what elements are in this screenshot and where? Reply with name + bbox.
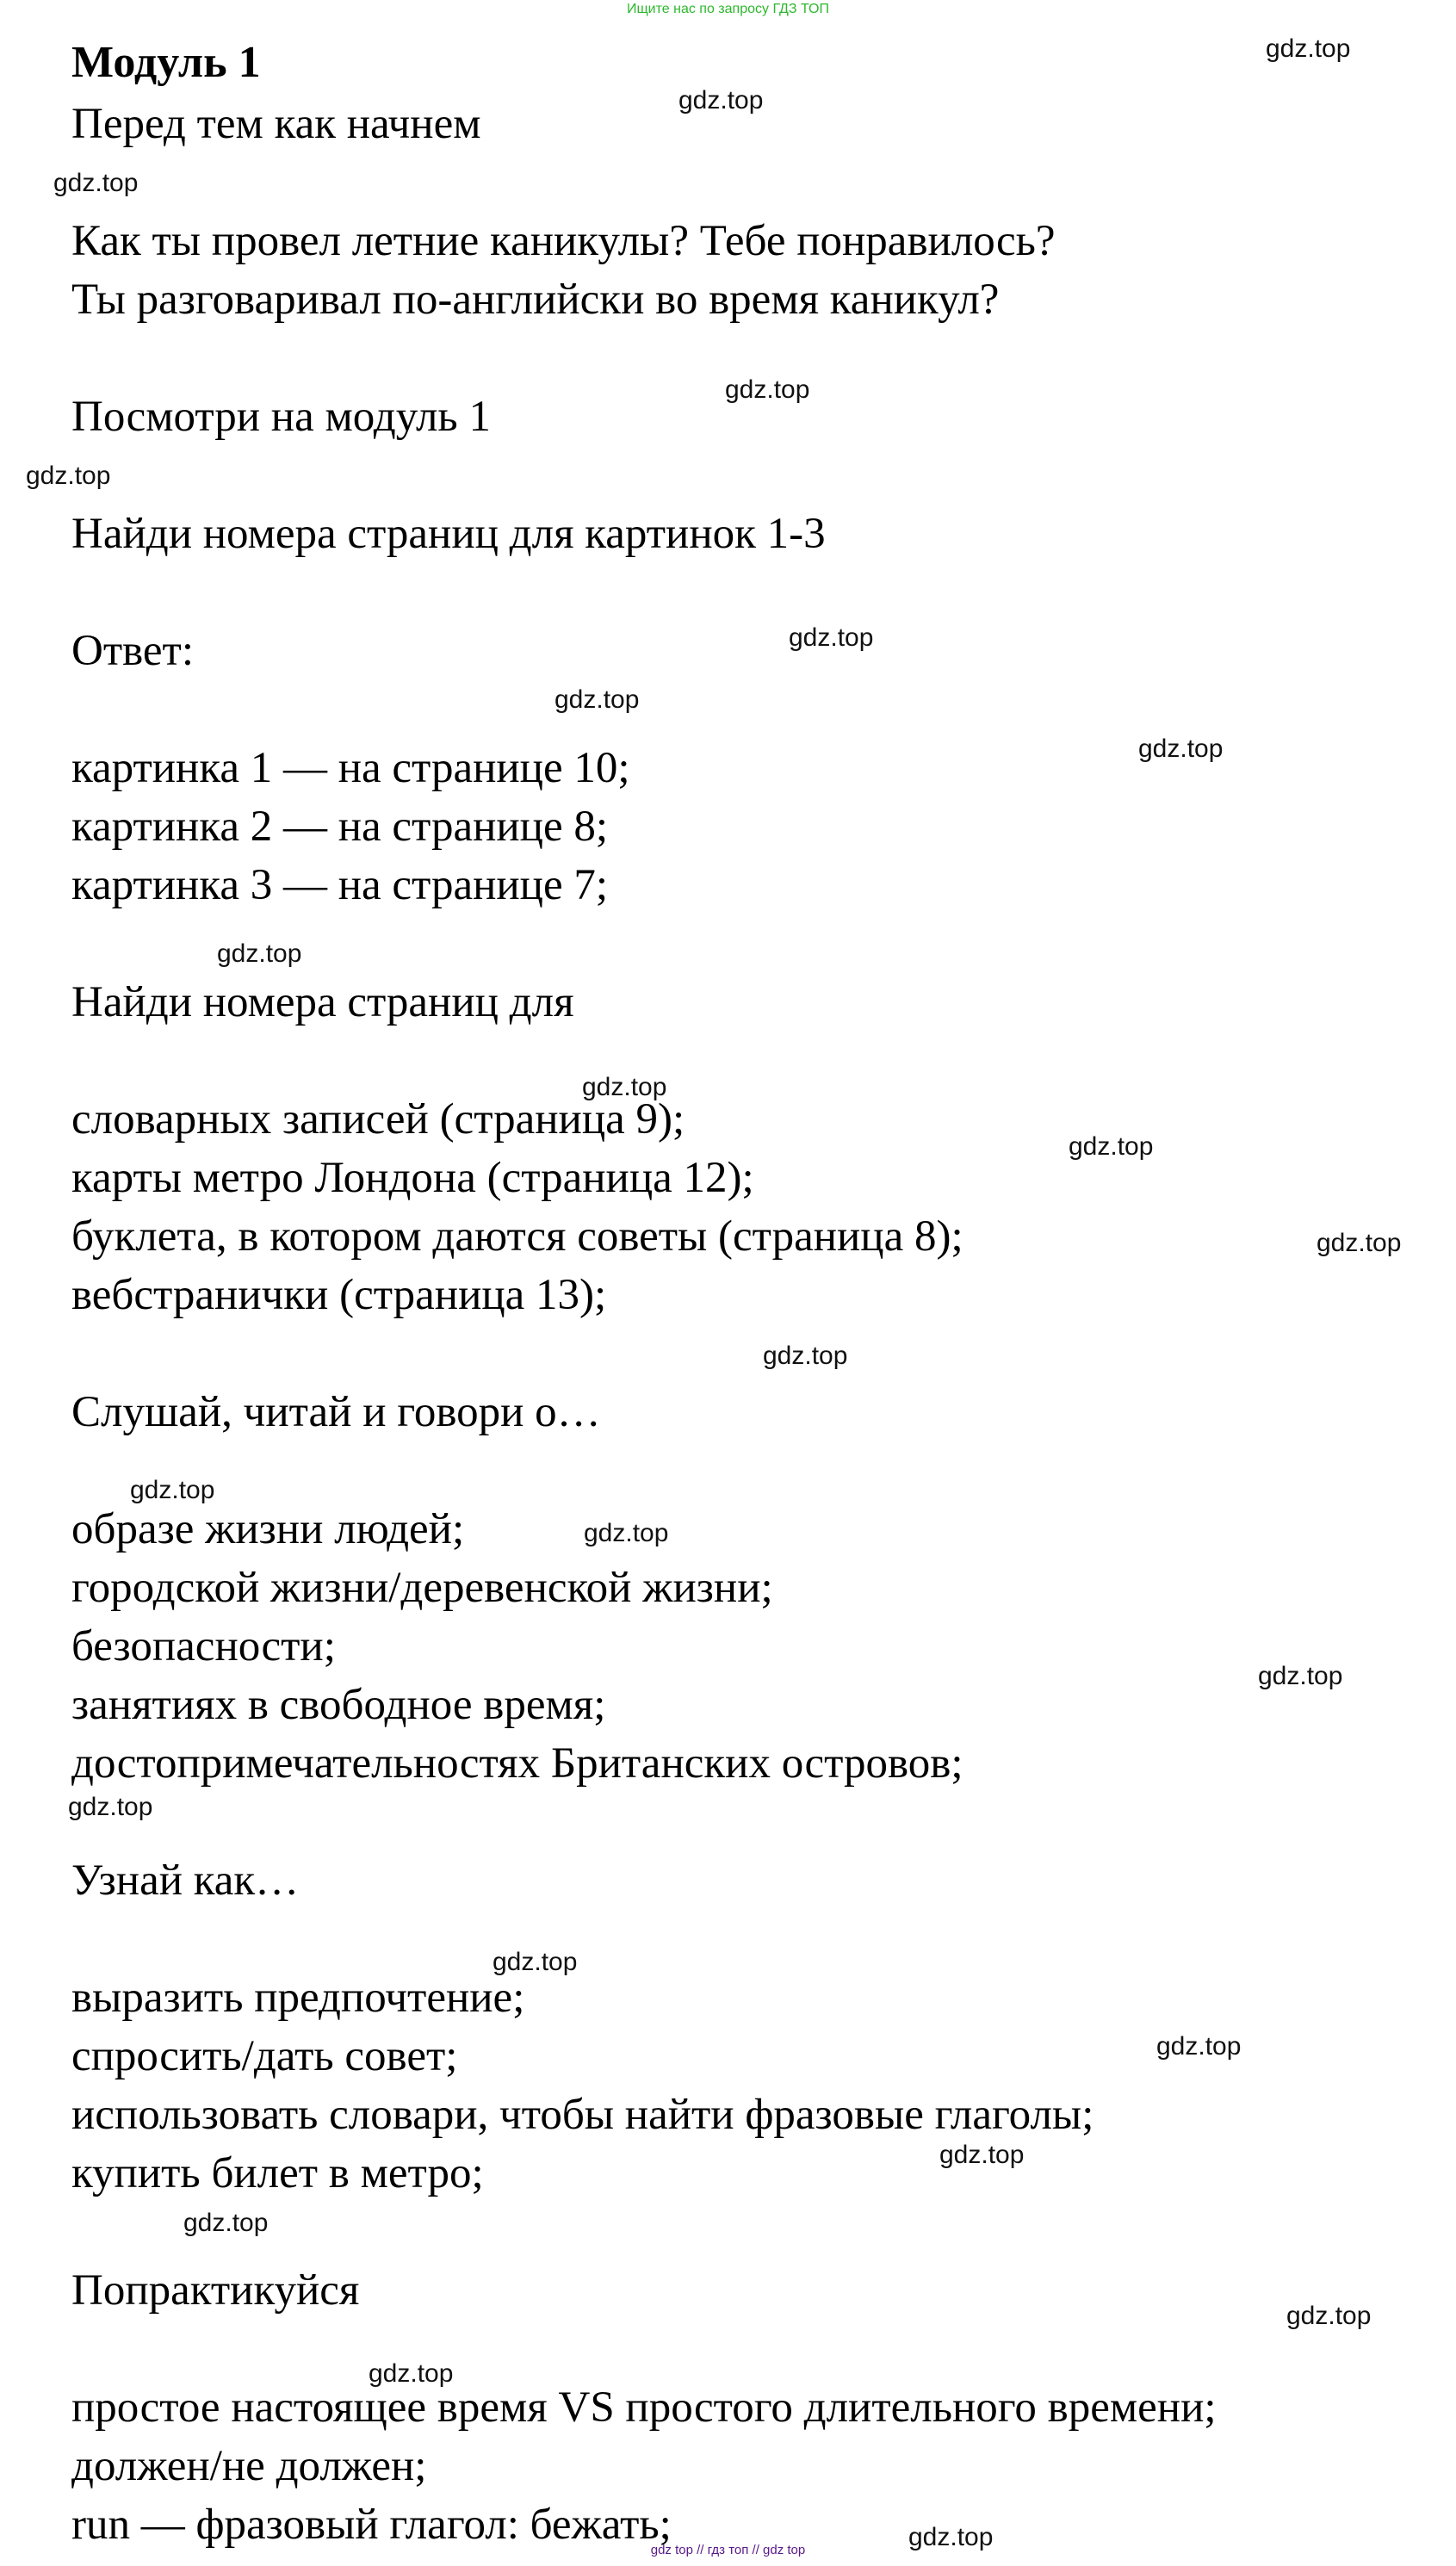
pages-list-line: буклета, в котором даются советы (страница 8);	[71, 1212, 963, 1261]
pages-list-line: карты метро Лондона (страница 12);	[71, 1154, 754, 1202]
watermark-text: gdz.top	[678, 86, 764, 115]
find-pages-line: Найди номера страниц для картинок 1-3	[71, 510, 826, 558]
topic-line: достопримечательностях Британских островов;	[71, 1739, 963, 1788]
document-body	[71, 31, 1415, 2554]
section-answer	[71, 622, 1415, 680]
topic-line: безопасности;	[71, 1622, 336, 1670]
watermark-text: gdz.top	[763, 1342, 848, 1370]
spacer	[71, 153, 1415, 212]
topic-line: образе жизни людей;	[71, 1505, 465, 1553]
spacer	[71, 1441, 1415, 1500]
find-pages-line: Найди номера страниц для	[71, 978, 574, 1026]
pages-list-line: вебстранички (страница 13);	[71, 1271, 607, 1319]
watermark-text: gdz.top	[1317, 1229, 1402, 1257]
section-learn	[71, 1851, 1415, 1910]
watermark-text: gdz.top	[26, 462, 111, 490]
top-banner[interactable]: Ищите нас по запросу ГДЗ ТОП	[627, 2, 829, 16]
spacer	[71, 563, 1415, 622]
pages-list-line: словарных записей (страница 9);	[71, 1095, 685, 1144]
question-line: Как ты провел летние каникулы? Тебе понравилось?	[71, 217, 1056, 265]
section-find-pages	[71, 505, 1415, 563]
watermark-text: gdz.top	[1069, 1132, 1154, 1161]
watermark-text: gdz.top	[582, 1073, 667, 1101]
intro-line: Перед тем как начнем	[71, 100, 481, 148]
watermark-text: gdz.top	[493, 1948, 578, 1976]
spacer	[71, 1324, 1415, 1383]
watermark-text: gdz.top	[789, 623, 874, 652]
section-find-pages-2	[71, 973, 1415, 1032]
skill-line: купить билет в метро;	[71, 2149, 484, 2197]
watermark-text: gdz.top	[217, 939, 302, 968]
watermark-text: gdz.top	[53, 169, 139, 197]
spacer	[71, 446, 1415, 505]
section-pictures	[71, 739, 1415, 914]
watermark-text: gdz.top	[68, 1793, 153, 1821]
spacer	[71, 2320, 1415, 2378]
watermark-text: gdz.top	[369, 2359, 454, 2388]
skill-line: использовать словари, чтобы найти фразовые глаголы;	[71, 2091, 1094, 2139]
section-grammar	[71, 2378, 1415, 2554]
grammar-line: run — фразовый глагол: бежать;	[71, 2501, 672, 2549]
watermark-text: gdz.top	[725, 375, 810, 404]
watermark-text: gdz.top	[130, 1476, 215, 1504]
picture-line: картинка 2 — на странице 8;	[71, 803, 609, 851]
topic-line: занятиях в свободное время;	[71, 1681, 606, 1729]
watermark-text: gdz.top	[908, 2523, 994, 2551]
grammar-line: простое настоящее время VS простого длительного времени;	[71, 2383, 1217, 2432]
section-practice	[71, 2261, 1415, 2320]
look-line: Посмотри на модуль 1	[71, 393, 491, 441]
watermark-text: gdz.top	[939, 2141, 1025, 2169]
picture-line: картинка 3 — на странице 7;	[71, 861, 609, 909]
spacer	[71, 2203, 1415, 2261]
section-topics	[71, 1500, 1415, 1793]
section-listen	[71, 1383, 1415, 1441]
practice-line: Попрактикуйся	[71, 2266, 360, 2315]
spacer	[71, 680, 1415, 739]
watermark-text: gdz.top	[1266, 34, 1351, 63]
spacer	[71, 1032, 1415, 1090]
footer-links[interactable]: gdz top // гдз топ // gdz top	[650, 2543, 806, 2557]
watermark-text: gdz.top	[1258, 1662, 1343, 1690]
section-skills	[71, 1968, 1415, 2203]
watermark-text: gdz.top	[584, 1519, 669, 1547]
topic-line: городской жизни/деревенской жизни;	[71, 1564, 773, 1612]
grammar-line: должен/не должен;	[71, 2442, 427, 2490]
picture-line: картинка 1 — на странице 10;	[71, 744, 630, 792]
watermark-text: gdz.top	[1156, 2032, 1242, 2061]
section-pages-list	[71, 1090, 1415, 1324]
spacer	[71, 1910, 1415, 1968]
skill-line: выразить предпочтение;	[71, 1974, 525, 2022]
watermark-text: gdz.top	[1286, 2302, 1372, 2330]
watermark-text: gdz.top	[1138, 734, 1224, 763]
module-title: Модуль 1	[71, 38, 261, 87]
listen-line: Слушай, читай и говори о…	[71, 1388, 601, 1436]
skill-line: спросить/дать совет;	[71, 2032, 458, 2080]
watermark-text: gdz.top	[183, 2209, 269, 2237]
answer-label: Ответ:	[71, 627, 194, 675]
watermark-text: gdz.top	[555, 685, 640, 714]
spacer	[71, 1793, 1415, 1851]
question-line: Ты разговаривал по-английски во время каникул?	[71, 276, 1000, 324]
section-questions	[71, 212, 1415, 329]
learn-line: Узнай как…	[71, 1856, 300, 1905]
